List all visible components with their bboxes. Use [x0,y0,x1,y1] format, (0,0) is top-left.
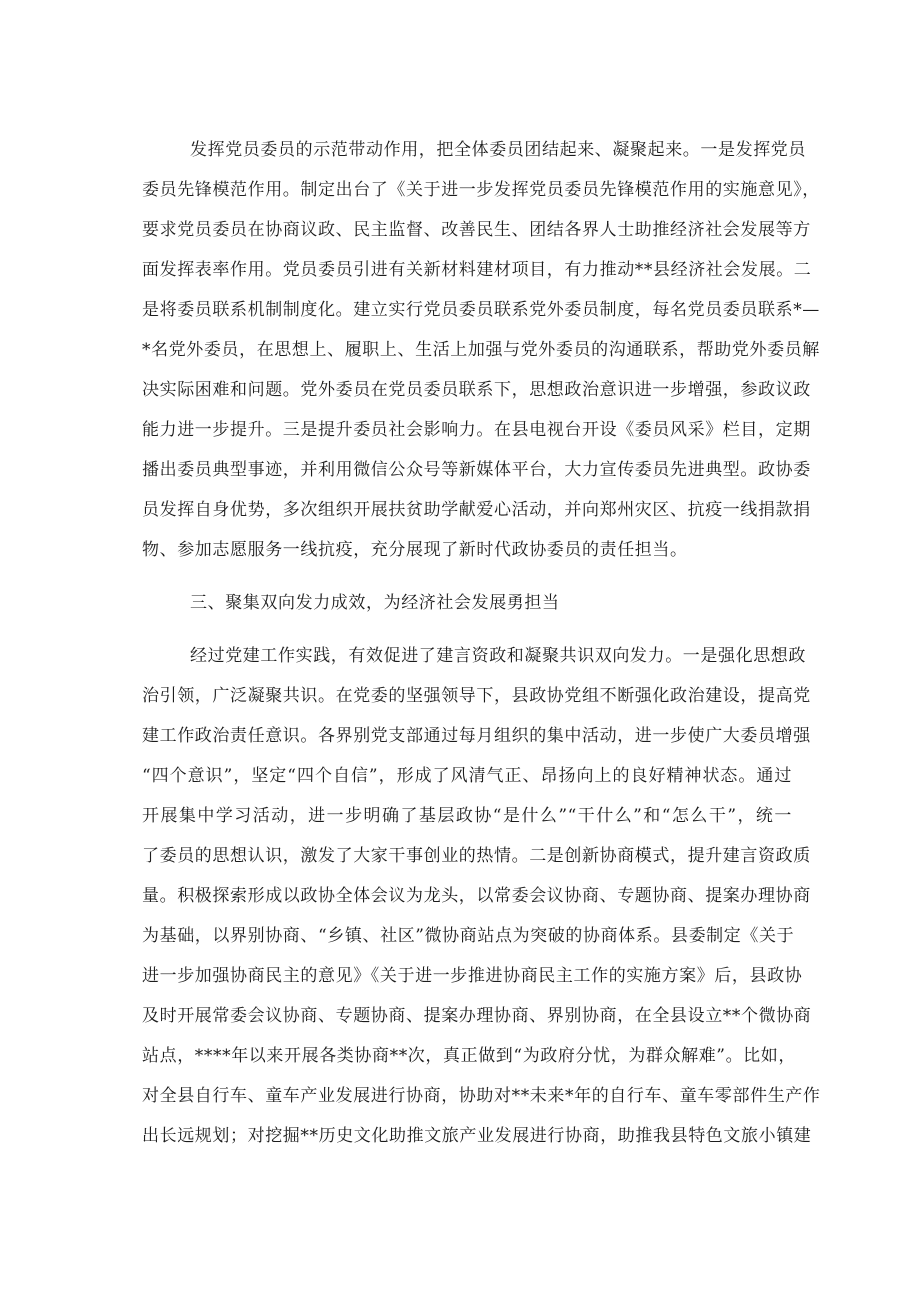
section-heading: 三、聚集双向发力成效，为经济社会发展勇担当 [190,593,560,613]
text-line: 开展集中学习活动，进一步明确了基层政协“是什么”“干什么”和“怎么干”，统一 [142,806,792,826]
text-line: 对全县自行车、童车产业发展进行协商，协助对**未来*年的自行车、童车零部件生产作 [142,1086,821,1106]
text-line: 量。积极探索形成以政协全体会议为龙头，以常委会议协商、专题协商、提案办理协商 [142,886,811,906]
text-line: 建工作政治责任意识。各界别党支部通过每月组织的集中活动，进一步使广大委员增强 [142,726,811,746]
text-line: 进一步加强协商民主的意见》《关于进一步推进协商民主工作的实施方案》后，县政协 [142,966,803,986]
text-line: 治引领，广泛凝聚共识。在党委的坚强领导下，县政协党组不断强化政治建设，提高党 [142,686,811,706]
text-line: 出长远规划；对挖掘**历史文化助推文旅产业发展进行协商，助推我县特色文旅小镇建 [142,1126,812,1146]
text-line: *名党外委员，在思想上、履职上、生活上加强与党外委员的沟通联系，帮助党外委员解 [142,340,820,360]
text-line: 员发挥自身优势，多次组织开展扶贫助学献爱心活动，并向郑州灾区、抗疫一线捐款捐 [142,500,811,520]
text-line: 了委员的思想认识，激发了大家干事创业的热情。二是创新协商模式，提升建言资政质 [142,846,811,866]
text-line: 物、参加志愿服务一线抗疫，充分展现了新时代政协委员的责任担当。 [142,540,688,560]
text-line: 播出委员典型事迹，并利用微信公众号等新媒体平台，大力宣传委员先进典型。政协委 [142,460,811,480]
text-line: 站点，****年以来开展各类协商**次，真正做到“为政府分忧，为群众解难”。比如， [142,1046,796,1066]
text-line: 委员先锋模范作用。制定出台了《关于进一步发挥党员委员先锋模范作用的实施意见》， [142,180,820,200]
text-line: 经过党建工作实践，有效促进了建言资政和凝聚共识双向发力。一是强化思想政 [190,646,806,666]
text-line: “四个意识”，坚定“四个自信”，形成了风清气正、昂扬向上的良好精神状态。通过 [142,766,792,786]
text-line: 决实际困难和问题。党外委员在党员委员联系下，思想政治意识进一步增强，参政议政 [142,380,811,400]
text-line: 能力进一步提升。三是提升委员社会影响力。在县电视台开设《委员风采》栏目，定期 [142,420,811,440]
text-line: 发挥党员委员的示范带动作用，把全体委员团结起来、凝聚起来。一是发挥党员 [190,140,806,160]
text-line: 是将委员联系机制制度化。建立实行党员委员联系党外委员制度，每名党员委员联系*— [142,300,820,320]
text-line: 为基础，以界别协商、“乡镇、社区”微协商站点为突破的协商体系。县委制定《关于 [142,926,795,946]
text-line: 面发挥表率作用。党员委员引进有关新材料建材项目，有力推动**县经济社会发展。二 [142,260,812,280]
text-line: 及时开展常委会议协商、专题协商、提案办理协商、界别协商，在全县设立**个微协商 [142,1006,812,1026]
text-line: 要求党员委员在协商议政、民主监督、改善民生、团结各界人士助推经济社会发展等方 [142,220,811,240]
